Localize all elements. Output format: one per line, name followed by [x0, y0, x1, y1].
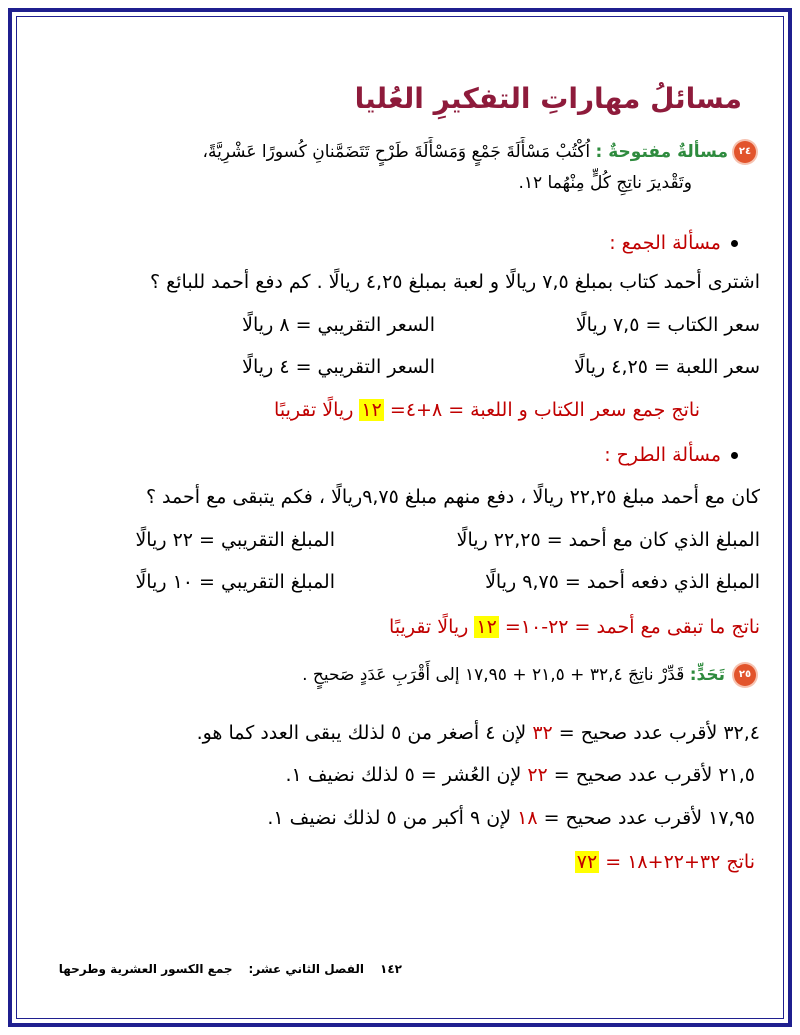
rounding-line: [40, 803, 755, 833]
rounding-line: [40, 760, 755, 790]
rounding-reason: لإن ٩ أكبر من ٥ لذلك نضيف ١.: [267, 807, 512, 829]
problem-25-line: [40, 660, 725, 690]
subtraction-row-estimate: المبلغ التقريبي = ١٠ ريالًا: [135, 571, 335, 593]
problem-24-line-2: وتَقْديرَ ناتِجِ كُلٍّ مِنْهُما ١٢.: [518, 173, 692, 193]
subtraction-result-answer: ١٢: [476, 616, 497, 638]
addition-row-value: سعر اللعبة = ٤,٢٥ ريالًا: [574, 356, 760, 378]
rounding-expression: ٢١,٥ لأقرب عدد صحيح =: [553, 764, 755, 786]
rounding-result: ٢٢: [527, 764, 548, 786]
problem-24-text: اُكْتُبْ مَسْأَلَةَ جَمْعٍ وَمَسْأَلَةَ طَرْحٍ تَتَضَمَّنانِ كُسورًا عَشْرِيَّةً،: [202, 142, 591, 162]
final-result-expression: ناتج ٣٢+٢٢+١٨ =: [605, 851, 755, 873]
rounding-expression: ٣٢,٤ لأقرب عدد صحيح =: [558, 722, 760, 744]
bullet-icon: [731, 240, 738, 247]
subtraction-row-value: المبلغ الذي كان مع أحمد = ٢٢,٢٥ ريالًا: [456, 529, 760, 551]
addition-result: [40, 395, 700, 425]
page-footer: [40, 958, 402, 980]
addition-heading: مسألة الجمع :: [609, 232, 721, 254]
addition-row-estimate: السعر التقريبي = ٤ ريالًا: [242, 356, 435, 378]
rounding-result: ١٨: [517, 807, 538, 829]
rounding-reason: لإن ٤ أصغر من ٥ لذلك يبقى العدد كما هو.: [196, 722, 527, 744]
rounding-reason: لإن العُشر = ٥ لذلك نضيف ١.: [285, 764, 522, 786]
subtraction-result-unit: ريالًا تقريبًا: [389, 616, 469, 638]
addition-result-expression: ناتج جمع سعر الكتاب و اللعبة = ٨+٤=: [389, 399, 700, 421]
problem-25-number-badge: ٢٥: [734, 664, 756, 686]
problem-25-label: تَحَدٍّ:: [689, 665, 725, 685]
final-result: [40, 847, 755, 877]
problem-25-text: قَدِّرْ ناتِجَ ٣٢,٤ + ٢١,٥ + ١٧,٩٥ إلى أَقْرَبِ عَدَدٍ صَحيحٍ .: [302, 665, 685, 685]
addition-row-value: سعر الكتاب = ٧,٥ ريالًا: [575, 314, 760, 336]
rounding-result: ٣٢: [532, 722, 553, 744]
addition-question: اشترى أحمد كتاب بمبلغ ٧,٥ ريالًا و لعبة بمبلغ ٤,٢٥ ريالًا . كم دفع أحمد للبائع ؟: [150, 271, 760, 293]
addition-heading-row: [480, 228, 738, 258]
subtraction-result-expression: ناتج ما تبقى مع أحمد = ٢٢-١٠=: [504, 616, 760, 638]
subtraction-row-estimate: المبلغ التقريبي = ٢٢ ريالًا: [135, 529, 335, 551]
rounding-line: [40, 718, 760, 748]
subtraction-heading: مسألة الطرح :: [604, 444, 721, 466]
problem-24-number-badge: ٢٤: [734, 141, 756, 163]
subtraction-row-value: المبلغ الذي دفعه أحمد = ٩,٧٥ ريالًا: [485, 571, 760, 593]
subtraction-question: كان مع أحمد مبلغ ٢٢,٢٥ ريالًا ، دفع منهم مبلغ ٩,٧٥ريالًا ، فكم يتبقى مع أحمد ؟: [145, 486, 760, 508]
bullet-icon: [731, 452, 738, 459]
chapter-label: الفصل الثاني عشر:: [248, 962, 365, 976]
addition-result-answer: ١٢: [361, 399, 382, 421]
rounding-expression: ١٧,٩٥ لأقرب عدد صحيح =: [543, 807, 755, 829]
addition-result-unit: ريالًا تقريبًا: [274, 399, 354, 421]
addition-row-estimate: السعر التقريبي = ٨ ريالًا: [242, 314, 435, 336]
chapter-title: جمع الكسور العشرية وطرحها: [58, 962, 233, 976]
final-result-answer: ٧٢: [576, 851, 598, 873]
page-title: مسائلُ مهاراتِ التفكيرِ العُليا: [354, 82, 742, 115]
problem-24-label: مسألةٌ مفتوحةٌ :: [595, 142, 728, 162]
subtraction-result: [40, 612, 760, 642]
problem-24-line-1: [40, 137, 728, 167]
subtraction-heading-row: [480, 440, 738, 470]
page-number: ١٤٢: [380, 962, 402, 976]
